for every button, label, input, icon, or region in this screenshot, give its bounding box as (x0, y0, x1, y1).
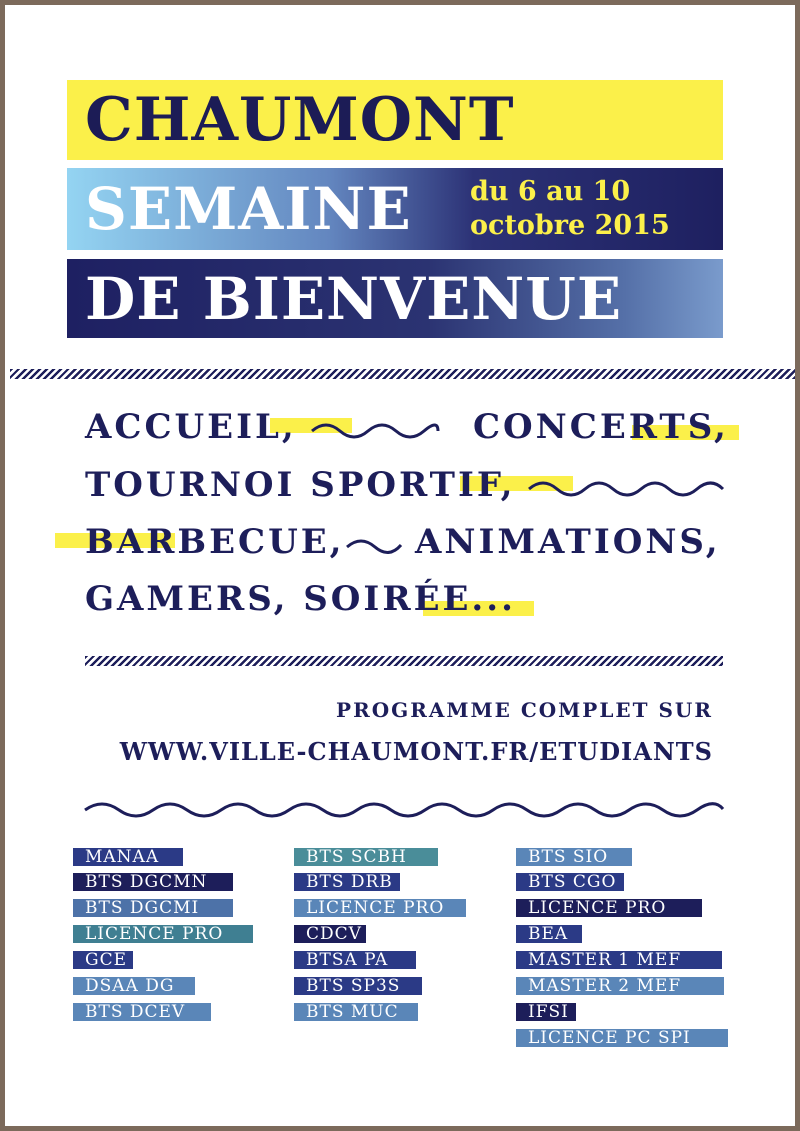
formation-tag: BTS SIO (516, 848, 632, 866)
title-bienvenue (67, 259, 723, 338)
wave-divider (85, 795, 725, 825)
formation-tag: IFSI (516, 1003, 576, 1021)
wave-ornament (345, 529, 405, 559)
formation-tag: LICENCE PRO (294, 899, 466, 917)
formation-tag: LICENCE PRO (516, 899, 702, 917)
dates-line-1: du 6 au 10 (470, 176, 631, 207)
title-line-1: CHAUMONT (85, 85, 515, 155)
event-dates (470, 175, 720, 243)
hatched-divider-top (10, 369, 800, 379)
formation-tag: MASTER 1 MEF (516, 951, 722, 969)
formation-tag: BTS MUC (294, 1003, 418, 1021)
formation-tag: GCE (73, 951, 133, 969)
wave-ornament (310, 413, 440, 443)
activity-barbecue: BARBECUE, (85, 522, 345, 562)
formation-tag: BTS DGCMN (73, 873, 233, 891)
formation-tag: CDCV (294, 925, 366, 943)
formation-tag: BEA (516, 925, 582, 943)
formation-tag: BTS DRB (294, 873, 400, 891)
title-chaumont (67, 80, 723, 160)
activity-animations: ANIMATIONS, (415, 522, 721, 562)
formation-tag: LICENCE PRO (73, 925, 253, 943)
activity-tournoi: TOURNOI SPORTIF, (85, 465, 516, 505)
title-line-3: DE BIENVENUE (85, 264, 623, 333)
hatched-divider-middle (85, 656, 723, 666)
activity-concerts: CONCERTS, (473, 407, 729, 447)
formation-tag: BTS CGO (516, 873, 624, 891)
formation-tag: BTS DGCMI (73, 899, 233, 917)
dates-line-2: octobre 2015 (470, 210, 670, 241)
formation-tag: BTS SCBH (294, 848, 438, 866)
formation-tag: BTSA PA (294, 951, 416, 969)
formation-tag: BTS SP3S (294, 977, 422, 995)
activity-gamers-soiree: GAMERS, SOIRÉE... (85, 579, 516, 619)
formation-tag: BTS DCEV (73, 1003, 211, 1021)
formation-tag: MANAA (73, 848, 183, 866)
title-line-2: SEMAINE (85, 175, 412, 243)
activity-accueil: ACCUEIL, (85, 407, 297, 447)
formation-tag: MASTER 2 MEF (516, 977, 724, 995)
formation-tag: LICENCE PC SPI (516, 1029, 728, 1047)
formation-tag: DSAA DG (73, 977, 195, 995)
wave-ornament (527, 471, 727, 501)
program-label: PROGRAMME COMPLET SUR (336, 698, 713, 722)
program-url[interactable]: WWW.VILLE-CHAUMONT.FR/ETUDIANTS (119, 737, 713, 766)
